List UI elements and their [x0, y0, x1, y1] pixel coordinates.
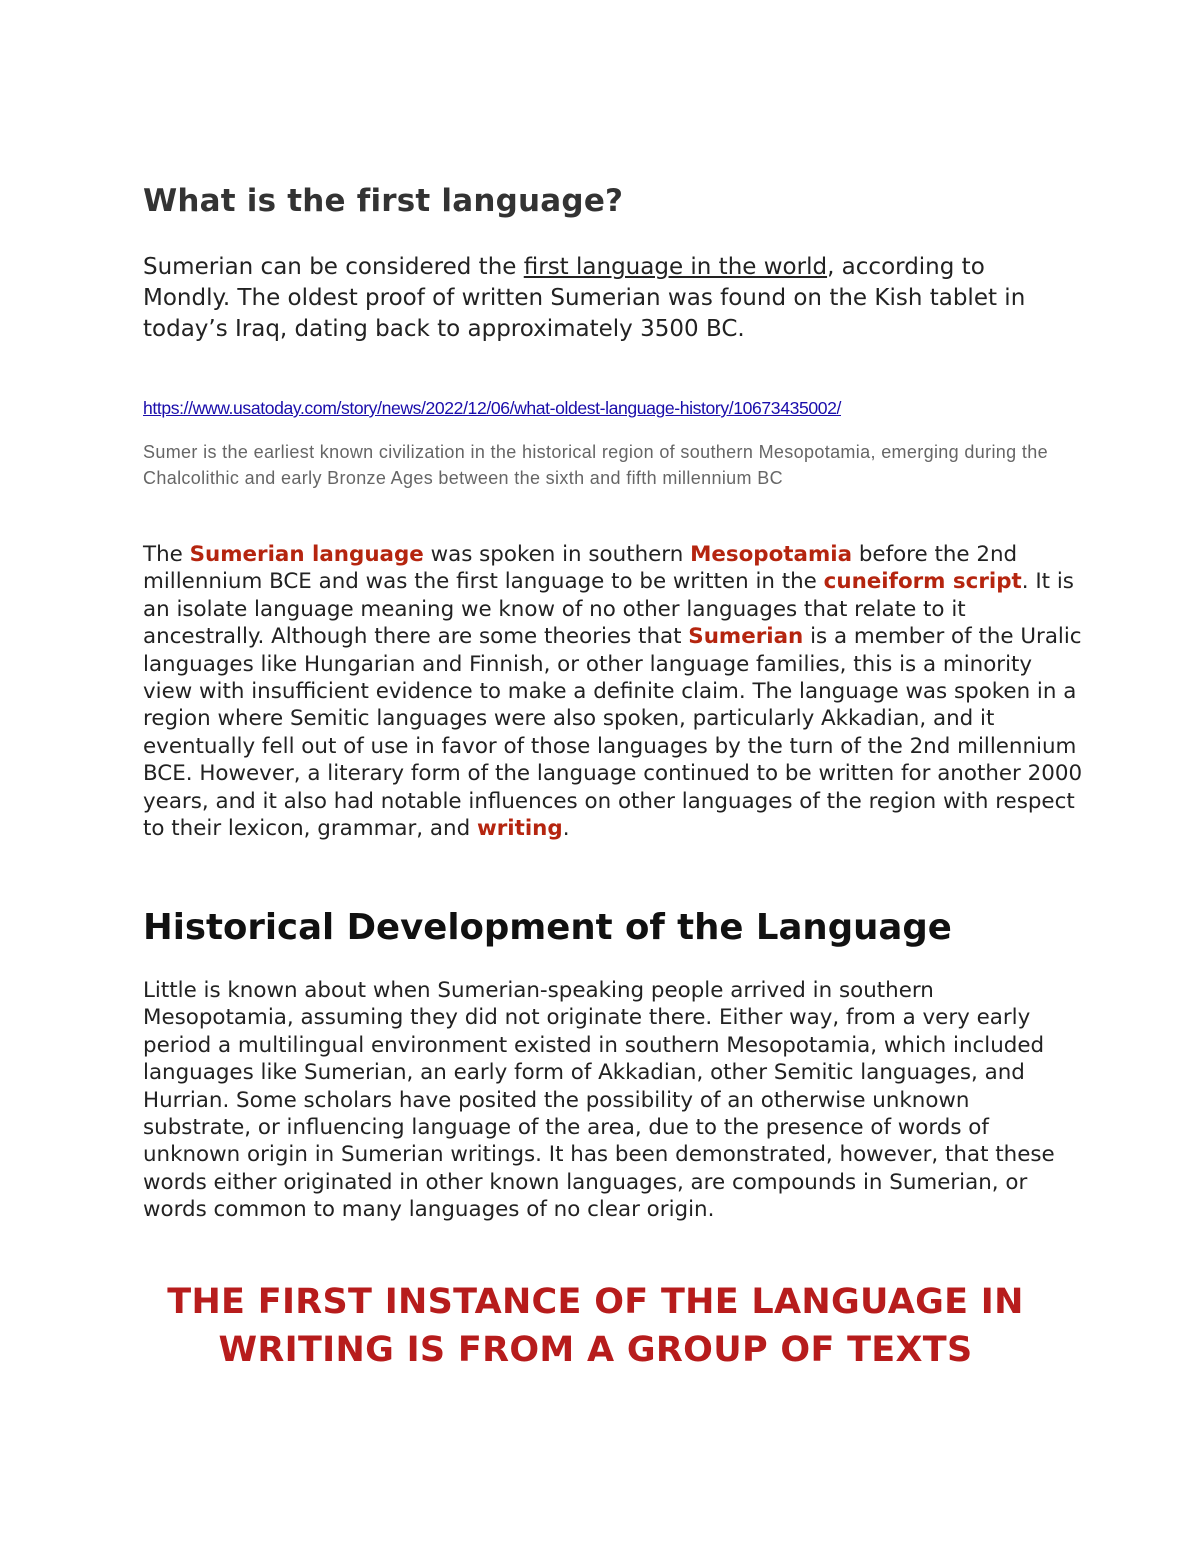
heading-historical-development: Historical Development of the Language: [143, 907, 952, 948]
intro-text-pre: Sumerian can be considered the: [143, 254, 524, 280]
sumerian-language-link[interactable]: Sumerian language: [189, 542, 424, 567]
heading-first-language: What is the first language?: [143, 183, 624, 219]
heading-first-instance: THE FIRST INSTANCE OF THE LANGUAGE IN WRITING IS FROM A GROUP OF TEXTS: [167, 1282, 1024, 1370]
text-run: The: [143, 542, 190, 567]
sumerian-language-paragraph: [143, 541, 1083, 842]
historical-paragraph: Little is known about when Sumerian-speaking people arrived in southern Mesopotamia, assuming they did not originate there. Either way, from a very early period a multilingual environment existed in southern Mesopotamia, which included languages like Sumerian, an early form of Akkadian, other Semitic languages, and Hurrian. Some scholars have posited the possibility of an otherwise unknown substrate, or influencing language of the area, due to the presence of words of unknown origin in Sumerian writings. It has been demonstrated, however, that these words either originated in other known languages, are compounds in Sumerian, or words common to many languages of no clear origin.: [143, 978, 1055, 1223]
text-run: .: [562, 816, 570, 842]
text-run: . It is an isolate language meaning we know of no other languages that relate to it ancestrally. Although there are some theories that: [143, 569, 1074, 650]
intro-paragraph: [143, 252, 1073, 345]
text-run: was spoken in southern: [423, 542, 691, 567]
first-language-link[interactable]: first language in the world: [523, 254, 828, 280]
text-run: is a member of the Uralic languages like Hungarian and Finnish, or other language families, this is a minority view with insufficient evidence to make a definite claim. The language was spoken in a region where Semitic languages were also spoken, particularly Akkadian, and it eventually fell out of use in favor of those languages by the turn of the 2nd millennium BCE. However, a literary form of the language continued to be written for another 2000 years, and it also had notable influences on other languages of the region with respect to their lexicon, grammar, and: [143, 624, 1083, 842]
sumer-paragraph: Sumer is the earliest known civilization in the historical region of southern Mesopotamia, emerging during the Chalcolithic and early Bronze Ages between the sixth and fifth millennium BC: [143, 442, 1048, 488]
sumerian-link[interactable]: Sumerian: [688, 624, 804, 650]
cuneiform-script-link[interactable]: cuneiform script: [823, 569, 1022, 595]
source-url-link[interactable]: https://www.usatoday.com/story/news/2022/12/06/what-oldest-language-history/10673435002/: [143, 398, 841, 418]
mesopotamia-link[interactable]: Mesopotamia: [690, 542, 853, 567]
writing-link[interactable]: writing: [476, 816, 563, 842]
text-run: before the 2nd millennium BCE and was the first language to be written in the: [143, 542, 1018, 595]
intro-text-post: , according to Mondly. The oldest proof of written Sumerian was found on the Kish tablet in today’s Iraq, dating back to approximately 3500 BC.: [143, 254, 1026, 342]
